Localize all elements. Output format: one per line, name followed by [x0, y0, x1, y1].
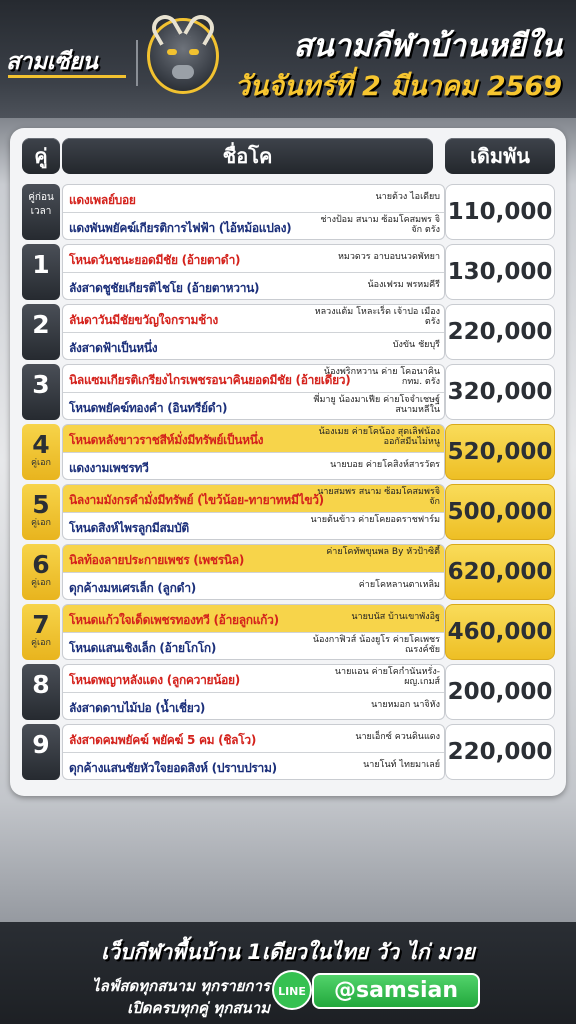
blue-corner-owner: ช่างป้อม สนาม ซ้อมโคสมพร จิจัก ตรัง [320, 215, 440, 235]
footer-live-text: ไลฟ์สดทุกสนาม ทุกรายการ [92, 977, 270, 995]
bet-amount: 200,000 [445, 664, 555, 720]
bet-amount: 520,000 [445, 424, 555, 480]
pair-number-text: 4 [32, 430, 50, 459]
red-corner-bull-name: โหนดพญาหลังแดง (ลูกควายน้อย) [69, 673, 240, 687]
red-corner-owner: นายสมพร สนาม ซ้อมโคสมพรจิจัก [317, 487, 440, 507]
fight-row [22, 664, 555, 720]
blue-corner-bull-name: ลังสาดดาบไม้ปอ (น้ำเชี่ยว) [69, 701, 206, 715]
blue-corner-bull-name: ลังสาดฟ้าเป็นหนึ่ง [69, 341, 158, 355]
bull-names [62, 364, 445, 420]
pair-number-text: 3 [32, 370, 50, 399]
pair-sub-label: คู่เอก [31, 518, 51, 528]
red-corner-owner: นายต้วง ไอเดียบ [375, 192, 440, 202]
bull-line-blue [69, 273, 440, 300]
red-corner-bull-name: นิลแซมเกียรติเกรียงไกรเพชรอนาคินยอดมีชัย (อ้ายเดียว) [69, 373, 351, 387]
pair-number [22, 664, 60, 720]
fight-row [22, 604, 555, 660]
fight-row [22, 484, 555, 540]
pair-sub-label: คู่เอก [31, 578, 51, 588]
blue-corner-bull-name: ลังสาดชูชัยเกียรติไชโย (อ้ายตาหวาน) [69, 281, 260, 295]
bull-line-blue [69, 213, 440, 240]
blue-corner-owner: บังขัน ชัยบุรี [392, 340, 440, 350]
red-corner-owner: นายแอน ค่ายโคกำนันหรั่ง-ผญ.เกมส์ [334, 667, 440, 687]
bull-names [62, 604, 445, 660]
bull-line-red [69, 425, 440, 452]
bull-line-blue [69, 633, 440, 660]
red-corner-owner: น้องพริกหวาน ค่าย โคอนาคิน กทม. ตรัง [323, 367, 440, 387]
red-corner-bull-name: โหนดวันชนะยอดมีชัย (อ้ายตาดำ) [69, 253, 241, 267]
red-corner-bull-name: โหนดหลังขาวราชสีห์มั่งมีทรัพย์เป็นหนึ่ง [69, 433, 264, 447]
bull-line-blue [69, 453, 440, 480]
line-app-icon[interactable]: LINE [272, 970, 312, 1010]
red-corner-owner: น้องเมย ค่ายโคน้อง สุดเลิฟน้องออกัสมีนไม่หนู [318, 427, 440, 447]
pair-number-text: 2 [32, 310, 50, 339]
stadium-title: สนามกีฬาบ้านหยีใน [293, 28, 562, 64]
blue-corner-owner: พี่มายู น้องมาเฟีย ค่ายโจจำเชษฐ์ สนามหลีใน [313, 395, 440, 415]
bull-line-blue [69, 573, 440, 600]
logo-divider [136, 40, 138, 86]
bull-names [62, 724, 445, 780]
pair-number [22, 724, 60, 780]
bull-line-red [69, 665, 440, 692]
bull-line-blue [69, 693, 440, 720]
bull-line-blue [69, 513, 440, 540]
bet-amount: 320,000 [445, 364, 555, 420]
bull-line-red [69, 185, 440, 212]
fight-row [22, 364, 555, 420]
footer-open-text: เปิดครบทุกคู่ ทุกสนาม [127, 999, 270, 1017]
bull-line-blue [69, 333, 440, 360]
red-corner-owner: หมวดวร อาบอบนวดพัทยา [337, 252, 440, 262]
blue-corner-bull-name: ดุกค้างมหเศรเล็ก (ลูกดำ) [69, 581, 196, 595]
blue-corner-owner: น้องกาฟิวส์ น้องยูโร ค่ายโคเพชรณรงค์ชัย [312, 635, 440, 655]
bull-names [62, 184, 445, 240]
bull-names [62, 304, 445, 360]
blue-corner-owner: นายต้นข้าว ค่ายโคยอดราชฟาร์ม [310, 515, 440, 525]
pair-sub-label: คู่เอก [31, 458, 51, 468]
red-corner-owner: หลวงแต้ม โหละเร็ด เจ้าปอ เมืองตรัง [314, 307, 440, 327]
header-bet: เดิมพัน [445, 138, 555, 174]
bull-names [62, 244, 445, 300]
bull-line-red [69, 725, 440, 752]
blue-corner-owner: นายหมอก นาจิหัง [371, 700, 440, 710]
bull-line-blue [69, 753, 440, 780]
bull-mascot-icon [147, 18, 219, 94]
red-corner-owner: ค่ายโคทัพขุนพล By หัวป้าซิตี้ [326, 547, 440, 557]
bet-amount: 620,000 [445, 544, 555, 600]
logo-underline [8, 75, 126, 78]
header-pair: คู่ [22, 138, 60, 174]
bull-names [62, 544, 445, 600]
pair-number-text: 6 [32, 550, 50, 579]
bull-line-red [69, 305, 440, 332]
bet-amount: 130,000 [445, 244, 555, 300]
line-id-button[interactable]: @samsian [312, 973, 480, 1009]
bull-line-red [69, 365, 440, 392]
pair-number-text: 1 [32, 250, 50, 279]
fight-row [22, 724, 555, 780]
red-corner-owner: นายเอ็กซ์ ควนดินแดง [355, 732, 440, 742]
blue-corner-bull-name: ดุกค้างแสนชัยหัวใจยอดสิงห์ (ปราบปราม) [69, 761, 277, 775]
blue-corner-owner: ค่ายโคหลานตาเหลิม [358, 580, 440, 590]
pair-number-text: คู่ก่อนเวลา [28, 192, 54, 217]
pair-number [22, 544, 60, 600]
pair-number [22, 304, 60, 360]
fight-row [22, 544, 555, 600]
blue-corner-bull-name: แดงพันพยัคฆ์เกียรติการไฟฟ้า (ไอ้หม้อแปลง) [69, 221, 292, 235]
blue-corner-owner: น้องเฟรม พรหมคีรี [367, 280, 440, 290]
red-corner-bull-name: ลังสาดคมพยัคฆ์ พยัคฆ์ 5 คม (ชิลโว) [69, 733, 257, 747]
pair-number [22, 364, 60, 420]
pair-number-text: 8 [32, 670, 50, 699]
bet-amount: 220,000 [445, 304, 555, 360]
footer-slogan: เว็บกีฬาพื้นบ้าน 1เดียวในไทย วัว ไก่ มวย [101, 940, 475, 964]
bet-amount: 460,000 [445, 604, 555, 660]
fight-row [22, 244, 555, 300]
fight-row [22, 184, 555, 240]
fight-row [22, 424, 555, 480]
header-bull-name: ชื่อโค [62, 138, 433, 174]
fight-table [10, 128, 566, 796]
fight-row [22, 304, 555, 360]
pair-number [22, 424, 60, 480]
blue-corner-bull-name: โหนดสิงห์ไพรลูกมีสมบัติ [69, 521, 189, 535]
red-corner-bull-name: โหนดแก้วใจเด็ดเพชรทองทวี (อ้ายลูกแก้ว) [69, 613, 279, 627]
blue-corner-bull-name: โหนดแสนเชิงเล็ก (อ้ายโกโก) [69, 641, 217, 655]
bull-line-red [69, 485, 440, 512]
pair-number [22, 184, 60, 240]
event-date: วันจันทร์ที่ 2 มีนาคม 2569 [234, 71, 562, 102]
red-corner-bull-name: แดงเพลย์บอย [69, 193, 136, 207]
bet-amount: 110,000 [445, 184, 555, 240]
bull-names [62, 424, 445, 480]
bull-line-red [69, 245, 440, 272]
bet-amount: 220,000 [445, 724, 555, 780]
bet-amount: 500,000 [445, 484, 555, 540]
red-corner-owner: นายบนัส บ้านเขาพังอิฐ [351, 612, 440, 622]
bull-line-blue [69, 393, 440, 420]
pair-number-text: 5 [32, 490, 50, 519]
blue-corner-bull-name: โหนดพยัคฆ์ทองคำ (อินทรีย์ดำ) [69, 401, 228, 415]
pair-number-text: 9 [32, 730, 50, 759]
pair-sub-label: คู่เอก [31, 638, 51, 648]
bull-line-red [69, 545, 440, 572]
brand-logo: สามเซียน [6, 49, 98, 75]
blue-corner-owner: นายบอย ค่ายโคสิงห์สารวัตร [330, 460, 440, 470]
pair-number [22, 244, 60, 300]
bull-names [62, 664, 445, 720]
pair-number [22, 604, 60, 660]
pair-number-text: 7 [32, 610, 50, 639]
blue-corner-bull-name: แดงงามเพชรทวี [69, 461, 149, 475]
bull-names [62, 484, 445, 540]
blue-corner-owner: นายโนท์ ไทยมาเลย์ [363, 760, 440, 770]
red-corner-bull-name: นิลงามมังกรคำมั่งมีทรัพย์ (ไขว้น้อย-ทายาทหมีไขว้) [69, 493, 324, 507]
pair-number [22, 484, 60, 540]
bull-line-red [69, 605, 440, 632]
red-corner-bull-name: ลันดาวันมีชัยขวัญใจกรามช้าง [69, 313, 218, 327]
red-corner-bull-name: นิลท้องลายประกายเพชร (เพชรนิล) [69, 553, 245, 567]
